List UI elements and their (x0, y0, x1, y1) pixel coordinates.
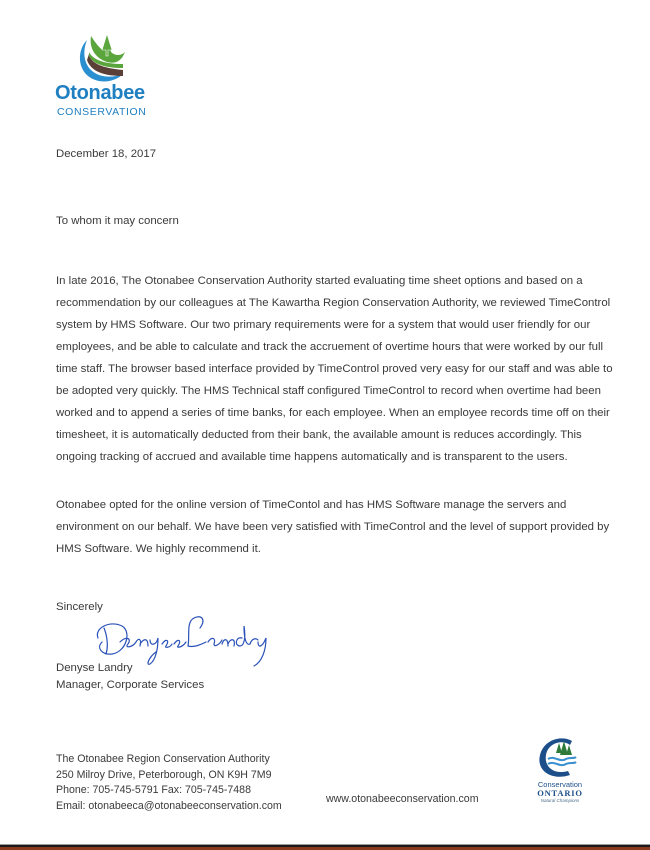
partner-logo-line2: ONTARIO (537, 788, 583, 798)
logo-subtitle: CONSERVATION (57, 106, 147, 118)
footer-phone-fax: Phone: 705-745-5791 Fax: 705-745-7488 (56, 784, 251, 796)
partner-logo-line1: Conservation (537, 780, 583, 789)
paragraph-line: system by HMS Software. Our two primary requirements were for a system that would user friendly for our (56, 319, 591, 331)
paragraph-line: ongoing tracking of accrued and available time happens automatically and is transparent to the users. (56, 451, 568, 463)
body-paragraph-2 (56, 494, 626, 560)
paragraph-line: timesheet, it is automatically deducted from their bank, the available amount is reduces accordingly. This (56, 429, 582, 441)
footer-organization: The Otonabee Region Conservation Authority (56, 753, 270, 765)
paragraph-line: recommendation by our colleagues at The Kawartha Region Conservation Authority, we reviewed TimeControl (56, 297, 611, 309)
signer-block (56, 660, 204, 694)
conservation-ontario-icon (530, 735, 590, 781)
footer-bar (0, 844, 650, 850)
conservation-ontario-logo (530, 735, 590, 803)
paragraph-line: In late 2016, The Otonabee Conservation Authority started evaluating time sheet options and based on a (56, 275, 583, 287)
salutation: To whom it may concern (56, 215, 179, 227)
footer-email: Email: otonabeeca@otonabeeconservation.com (56, 799, 282, 812)
footer-website: www.otonabeeconservation.com (326, 793, 479, 805)
paragraph-line: be adopted very quickly. The HMS Technical staff configured TimeControl to record when overtime had been (56, 385, 601, 397)
paragraph-line: HMS Software. We highly recommend it. (56, 543, 261, 555)
partner-logo-line3: Natural Champions (540, 798, 580, 803)
footer-contact (56, 752, 282, 814)
paragraph-line: employees, and be able to calculate and track the accruement of overtime hours that were worked by our full (56, 341, 604, 353)
letter-date: December 18, 2017 (56, 148, 157, 160)
paragraph-line: worked and to append a series of time banks, for each employee. When an employee records time off on their (56, 407, 610, 419)
signer-name: Denyse Landry (56, 662, 133, 674)
paragraph-line: Otonabee opted for the online version of TimeContol and has HMS Software manage the servers and (56, 499, 567, 511)
closing: Sincerely (56, 601, 103, 613)
logo-name: Otonabee (55, 82, 145, 104)
body-paragraph-1 (56, 270, 626, 468)
paragraph-line: time staff. The browser based interface provided by TimeControl proved very easy for our staff and was able to (56, 363, 613, 375)
paragraph-line: environment on our behalf. We have been very satisfied with TimeControl and the level of support provided by (56, 521, 610, 533)
otonabee-leaf-river-icon (77, 32, 127, 84)
signer-title: Manager, Corporate Services (56, 679, 205, 691)
footer-address: 250 Milroy Drive, Peterborough, ON K9H 7M9 (56, 768, 272, 781)
